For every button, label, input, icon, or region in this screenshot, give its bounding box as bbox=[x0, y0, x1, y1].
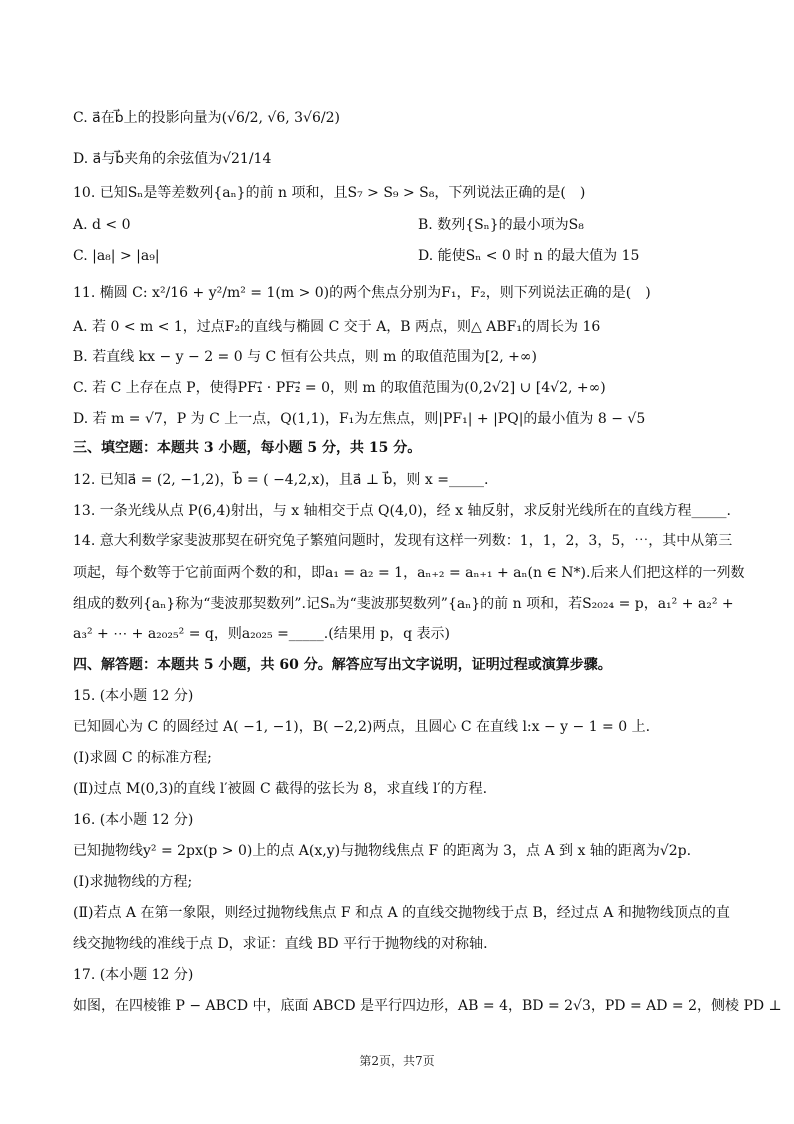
question-17-header: 17. (本小题 12 分) bbox=[73, 967, 194, 983]
question-14-line-2: 项起，每个数等于它前面两个数的和，即a₁ = a₂ = 1，aₙ₊₂ = aₙ₊₁ + aₙ(n ∈ N*).后来人们把这样的一列数 bbox=[73, 565, 745, 581]
option-11b: B. 若直线 kx − y − 2 = 0 与 C 恒有公共点，则 m 的取值范围为[2, +∞) bbox=[73, 349, 537, 365]
question-12: 12. 已知a⃗ = (2, −1,2)，b⃗ = ( −4,2,x)，且a⃗ ⊥ b⃗，则 x =_____. bbox=[73, 472, 489, 488]
option-11a: A. 若 0 < m < 1，过点F₂的直线与椭圆 C 交于 A，B 两点，则△ ABF₁的周长为 16 bbox=[73, 319, 601, 335]
option-row-10c bbox=[73, 245, 754, 267]
question-15-part-2: (Ⅱ)过点 M(0,3)的直线 l′被圆 C 截得的弦长为 8，求直线 l′的方程. bbox=[73, 781, 488, 797]
question-15-stem: 已知圆心为 C 的圆经过 A( −1, −1)，B( −2,2)两点，且圆心 C 在直线 l:x − y − 1 = 0 上. bbox=[73, 719, 651, 735]
question-16-part-1: (Ⅰ)求抛物线的方程; bbox=[73, 874, 193, 890]
option-10c: C. |a₈| > |a₉| bbox=[73, 248, 160, 264]
question-15-part-1: (Ⅰ)求圆 C 的标准方程; bbox=[73, 750, 212, 766]
question-11: 11. 椭圆 C: x²/16 + y²/m² = 1(m > 0)的两个焦点分别为F₁，F₂，则下列说法正确的是( ) bbox=[73, 285, 651, 301]
section-4-heading: 四、解答题：本题共 5 小题，共 60 分。解答应写出文字说明，证明过程或演算步骤。 bbox=[73, 657, 612, 673]
option-9c: C. a⃗在b⃗上的投影向量为(√6/2, √6, 3√6/2) bbox=[73, 110, 340, 126]
question-17-stem: 如图，在四棱锥 P − ABCD 中，底面 ABCD 是平行四边形，AB = 4，BD = 2√3，PD = AD = 2，侧棱 PD ⊥ bbox=[73, 998, 782, 1014]
section-3-heading: 三、填空题：本题共 3 小题，每小题 5 分，共 15 分。 bbox=[73, 440, 422, 456]
question-16-header: 16. (本小题 12 分) bbox=[73, 812, 194, 828]
question-16-stem: 已知抛物线y² = 2px(p > 0)上的点 A(x,y)与抛物线焦点 F 的距离为 3，点 A 到 x 轴的距离为√2p. bbox=[73, 843, 692, 859]
question-16-part-2-line-1: (Ⅱ)若点 A 在第一象限，则经过抛物线焦点 F 和点 A 的直线交抛物线于点 B，经过点 A 和抛物线顶点的直 bbox=[73, 905, 730, 921]
question-15-header: 15. (本小题 12 分) bbox=[73, 688, 194, 704]
option-9d: D. a⃗与b⃗夹角的余弦值为√21/14 bbox=[73, 151, 272, 167]
question-14-line-4: a₃² + ⋯ + a₂₀₂₅² = q，则a₂₀₂₅ =_____.(结果用 p，q 表示) bbox=[73, 626, 451, 642]
question-13: 13. 一条光线从点 P(6,4)射出，与 x 轴相交于点 Q(4,0)，经 x 轴反射，求反射光线所在的直线方程_____. bbox=[73, 503, 731, 519]
question-14-line-3: 组成的数列{aₙ}称为“斐波那契数列”.记Sₙ为“斐波那契数列”{aₙ}的前 n 项和，若S₂₀₂₄ = p，a₁² + a₂² + bbox=[73, 596, 734, 612]
question-14-line-1: 14. 意大利数学家斐波那契在研究兔子繁殖问题时，发现有这样一列数：1，1，2，3，5，⋯，其中从第三 bbox=[73, 533, 733, 549]
option-11d: D. 若 m = √7，P 为 C 上一点，Q(1,1)，F₁为左焦点，则|PF₁| + |PQ|的最小值为 8 − √5 bbox=[73, 411, 646, 427]
option-10a: A. d < 0 bbox=[73, 217, 131, 233]
option-row-10a bbox=[73, 214, 754, 236]
page-number: 第2页，共7页 bbox=[359, 1054, 435, 1068]
question-10: 10. 已知Sₙ是等差数列{aₙ}的前 n 项和，且S₇ > S₉ > S₈，下列说法正确的是( ) bbox=[73, 185, 586, 201]
option-11c: C. 若 C 上存在点 P，使得PF₁⃗ · PF₂⃗ = 0，则 m 的取值范围为(0,2√2] ∪ [4√2, +∞) bbox=[73, 380, 606, 396]
question-16-part-2-line-2: 线交抛物线的准线于点 D，求证：直线 BD 平行于抛物线的对称轴. bbox=[73, 936, 488, 952]
option-10d: D. 能使Sₙ < 0 时 n 的最大值为 15 bbox=[418, 248, 640, 264]
option-10b: B. 数列{Sₙ}的最小项为S₈ bbox=[418, 217, 584, 233]
